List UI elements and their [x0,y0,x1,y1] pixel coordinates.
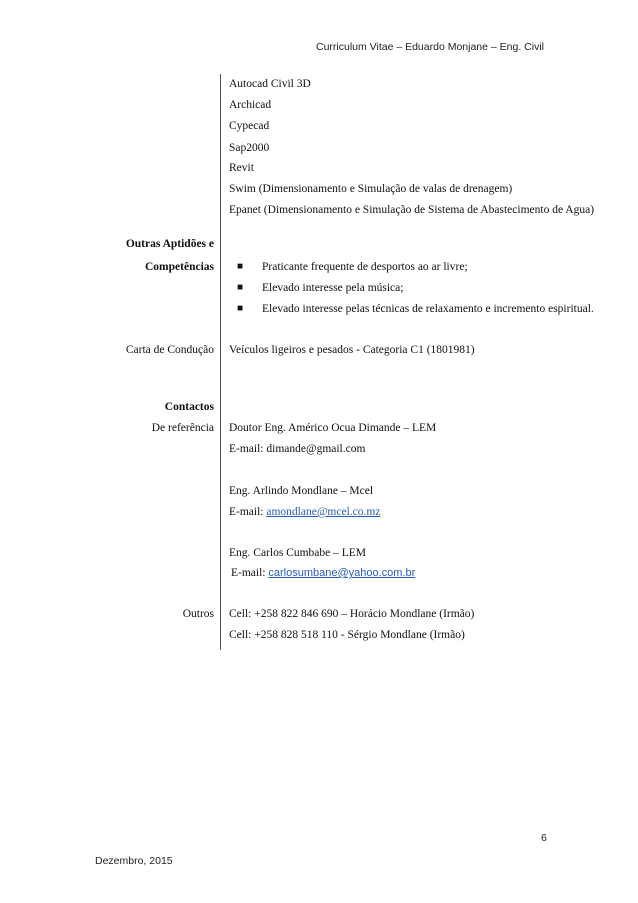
aptidoes-label: Competências [145,261,214,273]
aptidao-item: Praticante frequente de desportos ao ar livre; [262,261,468,273]
carta-label: Carta de Condução [125,344,214,356]
email-prefix: E-mail: [229,443,267,455]
phone-line: Cell: +258 822 846 690 – Horácio Mondlane (Irmão) [229,608,475,620]
carta-value: Veículos ligeiros e pesados - Categoria C1 (1801981) [229,344,475,356]
square-bullet-icon: ■ [237,261,244,272]
aptidao-item: Elevado interesse pela música; [262,282,404,294]
software-item: Revit [229,162,254,174]
outros-label: Outros [182,608,214,620]
section-divider-line [220,74,221,650]
email-text: dimande@gmail.com [266,443,366,455]
email-link[interactable]: carlosumbane@yahoo.com.br [268,567,416,579]
software-item: Archicad [229,99,272,111]
contactos-heading: Contactos [164,401,214,413]
referencia-label: De referência [151,422,214,434]
square-bullet-icon: ■ [237,303,244,314]
reference-name: Eng. Arlindo Mondlane – Mcel [229,485,374,497]
email-prefix: E-mail: [231,567,269,579]
footer-date: Dezembro, 2015 [95,855,173,867]
page-header: Curriculum Vitae – Eduardo Monjane – Eng. Civil [316,41,545,53]
aptidoes-label: Outras Aptidões e [125,238,214,250]
software-item: Sap2000 [229,142,270,154]
software-item: Autocad Civil 3D [229,78,311,90]
reference-email-line [229,442,365,456]
reference-email-line [231,566,415,580]
email-prefix: E-mail: [229,506,267,518]
square-bullet-icon: ■ [237,282,244,293]
aptidao-item: Elevado interesse pelas técnicas de relaxamento e incremento espiritual. [262,303,594,315]
software-item: Swim (Dimensionamento e Simulação de valas de drenagem) [229,183,513,195]
software-item: Cypecad [229,120,270,132]
page-number: 6 [541,832,547,844]
phone-line: Cell: +258 828 518 110 - Sérgio Mondlane (Irmão) [229,629,465,641]
reference-email-line [229,505,380,519]
reference-name: Eng. Carlos Cumbabe – LEM [229,547,367,559]
email-link[interactable]: amondlane@mcel.co.mz [266,506,381,518]
software-item: Epanet (Dimensionamento e Simulação de Sistema de Abastecimento de Agua) [229,204,595,216]
reference-name: Doutor Eng. Américo Ocua Dimande – LEM [229,422,437,434]
